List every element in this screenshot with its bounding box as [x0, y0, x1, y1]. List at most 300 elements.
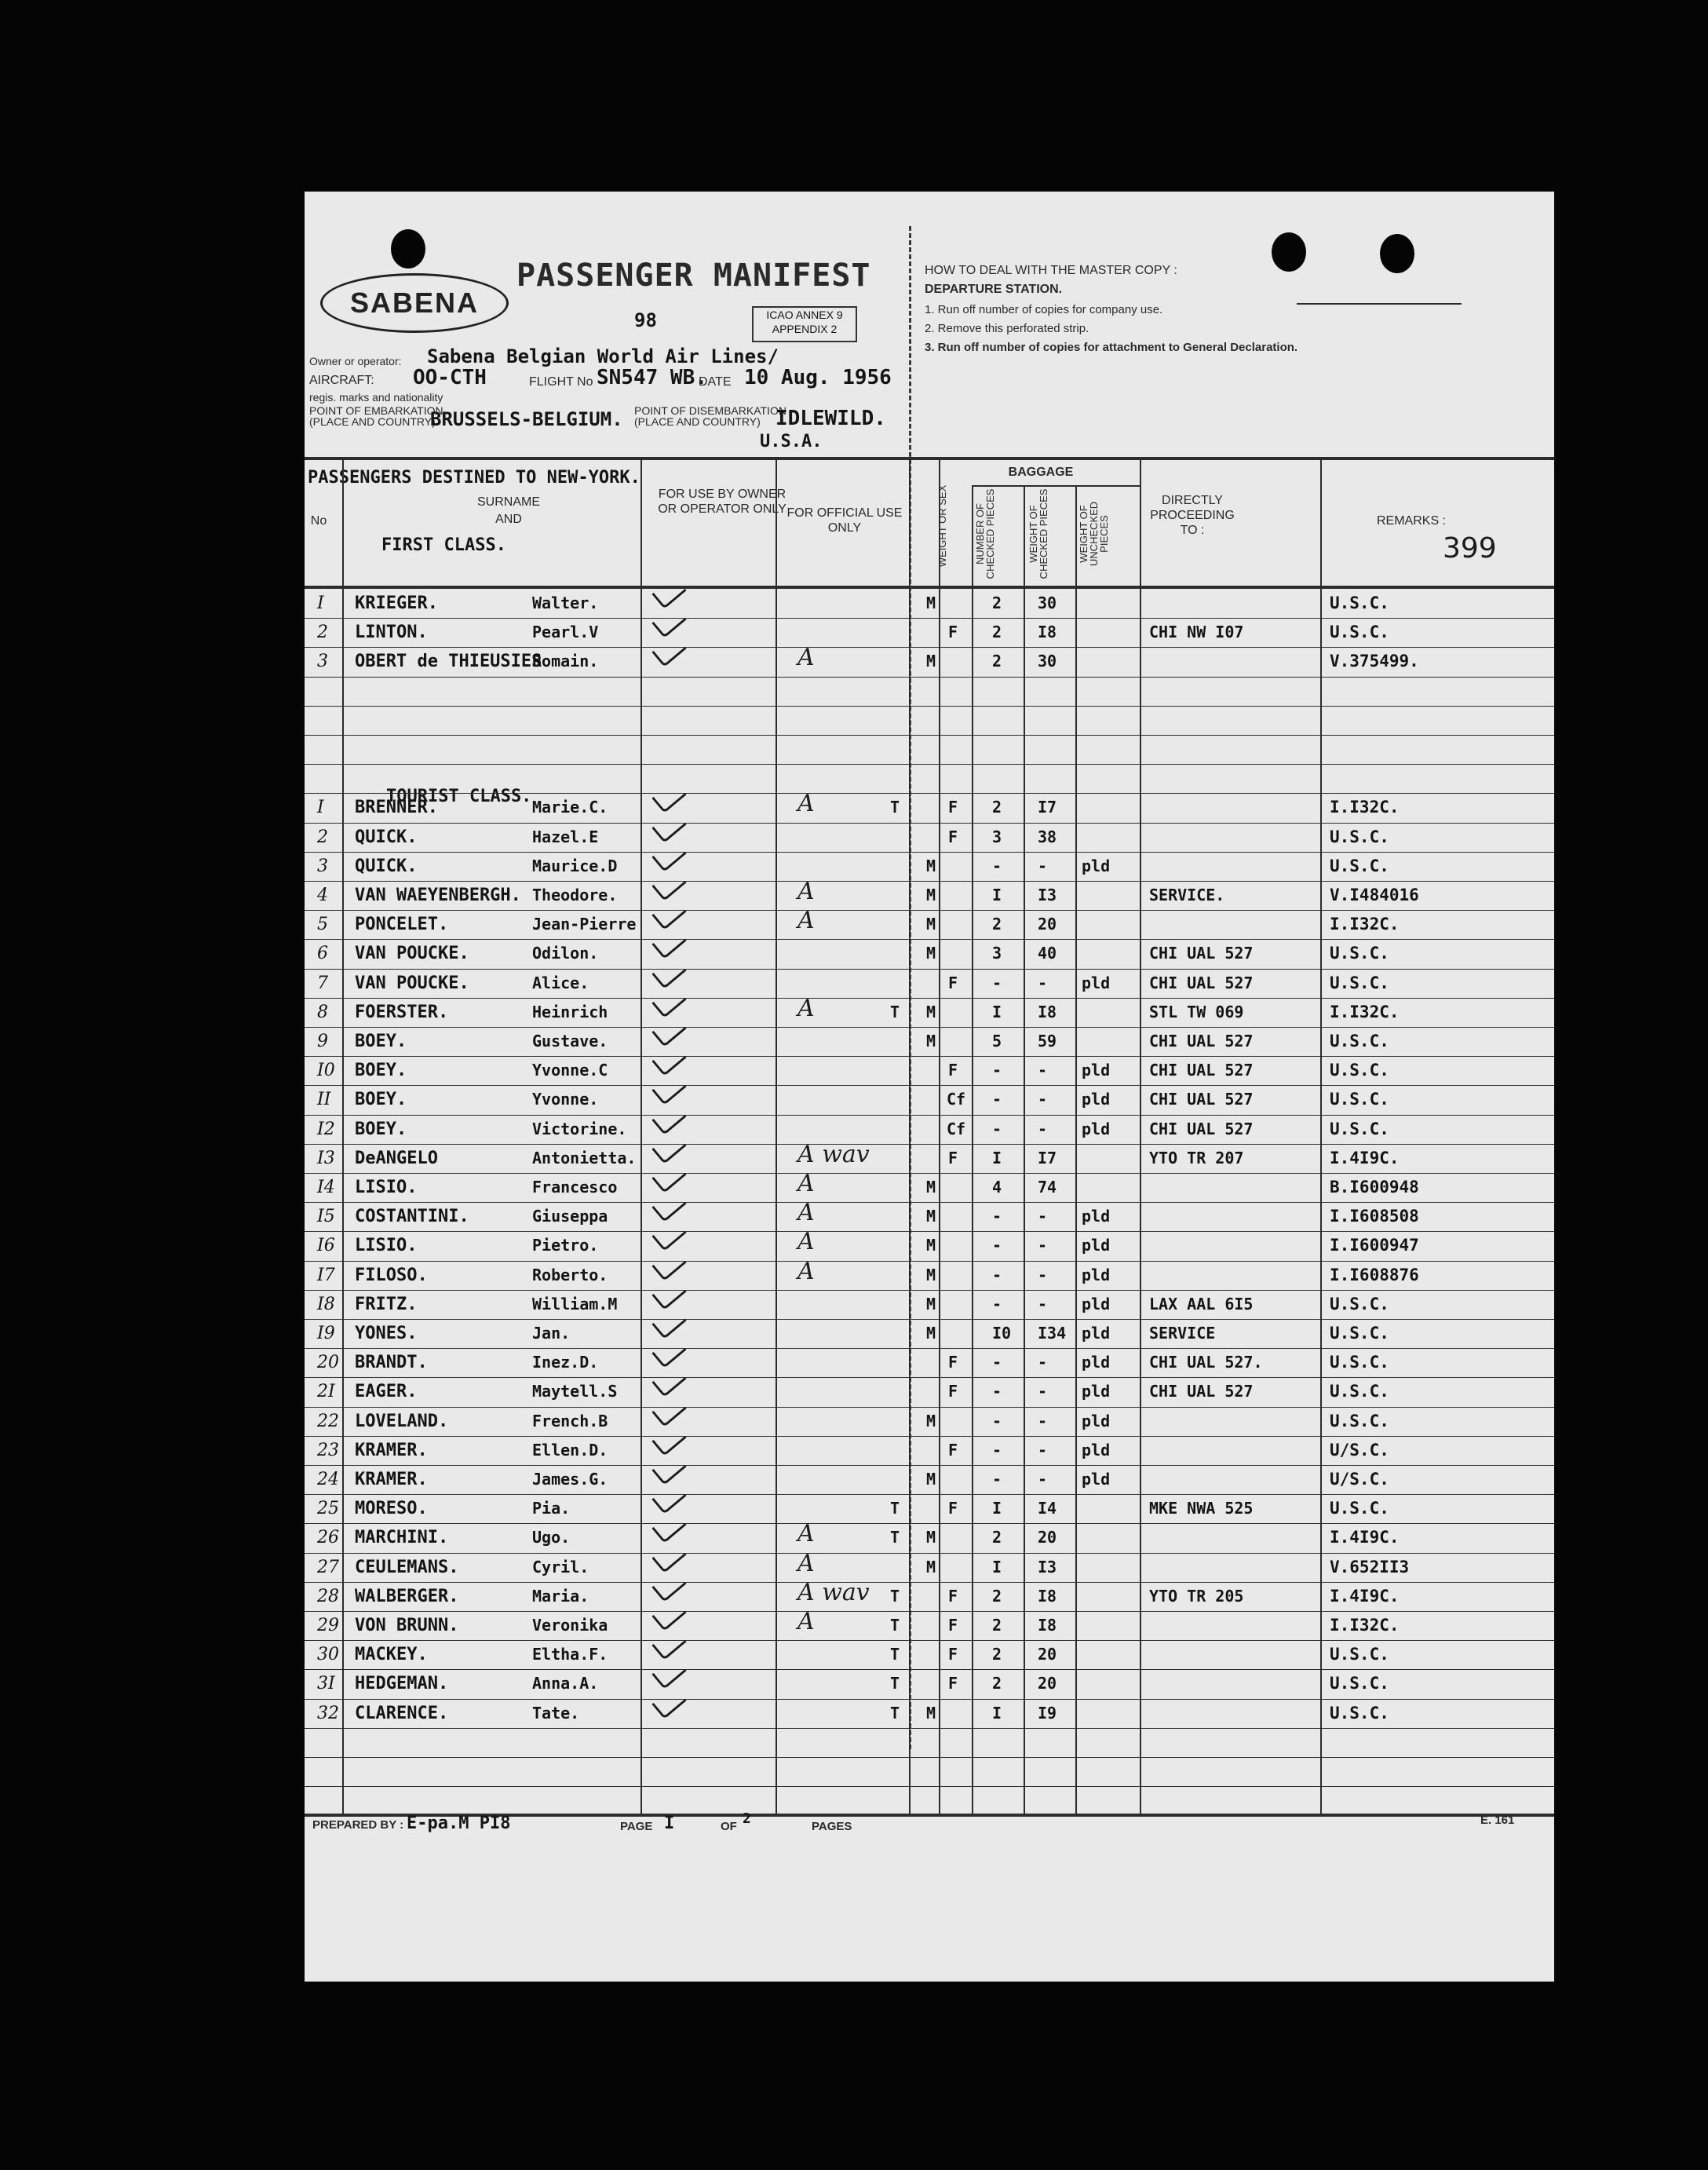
checked-weight: 59: [1038, 1032, 1057, 1050]
checked-weight: -: [1038, 1441, 1048, 1459]
official-mark: A: [797, 1520, 815, 1547]
remarks-value: V.652II3: [1330, 1558, 1410, 1576]
passenger-sex: M: [926, 915, 936, 933]
proceeding-to: CHI UAL 527: [1149, 1061, 1254, 1080]
passenger-no: 5: [317, 915, 328, 934]
official-mark: A: [797, 878, 815, 905]
passenger-first-name: Roberto.: [532, 1266, 608, 1284]
passenger-sex: F: [948, 1674, 958, 1693]
checked-weight: I8: [1038, 1616, 1057, 1635]
passenger-no: 9: [317, 1032, 328, 1051]
remarks-value: U.S.C.: [1330, 1499, 1389, 1518]
passenger-no: 25: [317, 1499, 339, 1518]
instructions-step: 1. Run off number of copies for company use.: [925, 303, 1163, 316]
row-rule: [305, 764, 1554, 765]
date-value: 10 Aug. 1956: [744, 366, 892, 389]
instructions-station: DEPARTURE STATION.: [925, 283, 1063, 296]
baggage-header: BAGGAGE: [1008, 466, 1074, 479]
row-rule: [305, 1202, 1554, 1203]
passenger-surname: BRENNER.: [355, 798, 438, 817]
passenger-surname: FOERSTER.: [355, 1003, 449, 1022]
passenger-sex: M: [926, 944, 936, 963]
checkmark-icon: [651, 1131, 686, 1164]
checkmark-icon: [651, 634, 686, 667]
row-rule: [305, 647, 1554, 648]
unchecked-weight: pld: [1082, 1441, 1111, 1459]
checked-pieces: 2: [992, 798, 1002, 816]
passenger-sex: F: [948, 1061, 958, 1080]
passenger-surname: CEULEMANS.: [355, 1558, 459, 1577]
passenger-first-name: Inez.D.: [532, 1353, 599, 1372]
passenger-sex: F: [948, 798, 958, 816]
remarks-value: U/S.C.: [1330, 1470, 1389, 1489]
disembarkation-label: POINT OF DISEMBARKATION (PLACE AND COUNTRY): [634, 404, 786, 428]
checked-pieces: -: [992, 1295, 1002, 1313]
checkmark-icon: [651, 1364, 686, 1397]
proceeding-to: CHI UAL 527: [1149, 1382, 1254, 1401]
passenger-first-name: Gustave.: [532, 1032, 608, 1050]
checkmark-icon: [651, 1101, 686, 1135]
column-rule: [1320, 457, 1322, 1814]
remarks-value: U.S.C.: [1330, 944, 1389, 963]
remarks-value: V.375499.: [1330, 652, 1419, 670]
passenger-surname: LISIO.: [355, 1178, 418, 1197]
checkmark-icon: [651, 1160, 686, 1193]
official-mark: A wav: [797, 1579, 870, 1606]
checked-weight-header: WEIGHT OF CHECKED PIECES: [1027, 488, 1049, 579]
passenger-surname: WALBERGER.: [355, 1587, 459, 1606]
checked-pieces: -: [992, 1470, 1002, 1489]
passenger-surname: BOEY.: [355, 1032, 407, 1051]
passenger-first-name: Marie.C.: [532, 798, 608, 816]
checked-pieces: -: [992, 1353, 1002, 1372]
column-rule: [972, 487, 973, 1814]
passenger-no: I0: [317, 1061, 335, 1080]
proceeding-to: CHI UAL 527: [1149, 1120, 1254, 1138]
checked-weight: I8: [1038, 1587, 1057, 1606]
checkmark-icon: [651, 1510, 686, 1543]
passenger-sex: M: [926, 1236, 936, 1255]
remarks-value: B.I600948: [1330, 1178, 1419, 1196]
column-rule: [939, 457, 940, 1814]
sabena-logo: SABENA: [320, 273, 509, 333]
official-mark: A: [797, 1170, 815, 1197]
checkmark-icon: [651, 809, 686, 843]
remarks-value: U.S.C.: [1330, 1061, 1389, 1080]
checked-pieces: I0: [992, 1324, 1012, 1343]
checked-weight: -: [1038, 1236, 1048, 1255]
checkmark-icon: [651, 1072, 686, 1105]
punch-hole: [1272, 232, 1306, 272]
passenger-no: 29: [317, 1616, 339, 1635]
row-rule: [305, 1348, 1554, 1349]
checked-weight: 20: [1038, 1674, 1057, 1693]
checked-pieces: -: [992, 1236, 1002, 1255]
unchecked-weight: pld: [1082, 1412, 1111, 1430]
passenger-no: 27: [317, 1558, 339, 1577]
checked-weight: -: [1038, 1061, 1048, 1080]
passenger-surname: FILOSO.: [355, 1266, 428, 1285]
instructions-title: HOW TO DEAL WITH THE MASTER COPY :: [925, 264, 1177, 277]
passenger-first-name: Francesco: [532, 1178, 618, 1196]
passenger-surname: KRIEGER.: [355, 594, 438, 613]
instructions-step: 3. Run off number of copies for attachment to General Declaration.: [925, 341, 1298, 354]
remarks-value: I.I32C.: [1330, 1616, 1400, 1635]
checkmark-icon: [651, 1423, 686, 1456]
passenger-first-name: Victorine.: [532, 1120, 627, 1138]
passenger-sex: F: [948, 827, 958, 846]
column-rule: [1075, 487, 1077, 1814]
icao-annex-box: [752, 306, 857, 342]
passenger-sex: M: [926, 1704, 936, 1722]
form-number: 98: [634, 309, 657, 331]
remarks-value: U.S.C.: [1330, 857, 1389, 875]
checked-pieces: 2: [992, 1528, 1002, 1547]
passenger-sex: M: [926, 1470, 936, 1489]
checked-weight: -: [1038, 1090, 1048, 1109]
passenger-sex: M: [926, 1266, 936, 1284]
passenger-no: 24: [317, 1470, 339, 1489]
row-rule: [305, 1582, 1554, 1583]
passenger-first-name: Romain.: [532, 652, 599, 670]
checked-pieces: I: [992, 1003, 1002, 1021]
passenger-surname: VAN POUCKE.: [355, 944, 469, 963]
and-header: AND: [495, 513, 522, 526]
passenger-sex: F: [948, 1499, 958, 1518]
passenger-no: I7: [317, 1266, 335, 1285]
checked-weight: 20: [1038, 1645, 1057, 1664]
tourist-mark: T: [890, 1003, 900, 1021]
surname-header: SURNAME: [476, 495, 540, 509]
checkmark-icon: [651, 575, 686, 609]
passenger-surname: LINTON.: [355, 623, 428, 642]
passenger-no: 23: [317, 1441, 339, 1460]
checked-pieces: 3: [992, 944, 1002, 963]
tourist-mark: T: [890, 1616, 900, 1635]
passenger-surname: MACKEY.: [355, 1645, 428, 1664]
passenger-first-name: Pearl.V: [532, 623, 599, 641]
passenger-surname: EAGER.: [355, 1382, 418, 1401]
checkmark-icon: [651, 1248, 686, 1281]
disembarkation-country: U.S.A.: [760, 432, 823, 451]
passenger-surname: BOEY.: [355, 1061, 407, 1080]
checkmark-icon: [651, 838, 686, 872]
remarks-value: U.S.C.: [1330, 1645, 1389, 1664]
passenger-surname: YONES.: [355, 1324, 418, 1343]
row-rule: [305, 706, 1554, 707]
unchecked-weight: pld: [1082, 1207, 1111, 1226]
instructions-rule: [1297, 303, 1462, 305]
row-rule: [305, 1728, 1554, 1729]
checkmark-icon: [651, 1306, 686, 1339]
punch-hole: [391, 229, 425, 269]
checked-pieces: I: [992, 1149, 1002, 1167]
passenger-no: I3: [317, 1149, 335, 1168]
official-use-header: FOR OFFICIAL USE ONLY: [786, 506, 903, 535]
passenger-no: 7: [317, 974, 328, 993]
passenger-first-name: Hazel.E: [532, 827, 599, 846]
passenger-sex: M: [926, 1558, 936, 1576]
checked-weight: I34: [1038, 1324, 1067, 1343]
passenger-first-name: Ugo.: [532, 1528, 571, 1547]
passenger-surname: CLARENCE.: [355, 1704, 449, 1723]
disembarkation-value: IDLEWILD.: [776, 407, 886, 430]
checkmark-icon: [651, 955, 686, 989]
checkmark-icon: [651, 1218, 686, 1251]
checked-weight: I4: [1038, 1499, 1057, 1518]
passenger-sex: M: [926, 1032, 936, 1050]
checked-weight: I7: [1038, 798, 1057, 816]
of-value: 2: [743, 1810, 751, 1827]
remarks-value: U.S.C.: [1330, 1412, 1389, 1430]
checked-pieces: 2: [992, 1616, 1002, 1635]
row-rule: [305, 998, 1554, 999]
official-mark: A: [797, 644, 815, 671]
passenger-first-name: James.G.: [532, 1470, 608, 1489]
checked-pieces: -: [992, 1207, 1002, 1226]
passenger-surname: QUICK.: [355, 827, 418, 847]
flight-label: FLIGHT No: [529, 375, 593, 389]
checked-weight: I3: [1038, 886, 1057, 904]
passenger-sex: F: [948, 974, 958, 992]
checked-weight: I3: [1038, 1558, 1057, 1576]
row-rule: [305, 969, 1554, 970]
row-rule: [305, 1611, 1554, 1612]
annex-line: APPENDIX 2: [772, 323, 838, 335]
row-rule: [305, 1173, 1554, 1174]
passenger-surname: KRAMER.: [355, 1470, 428, 1489]
remarks-value: I.4I9C.: [1330, 1149, 1400, 1167]
proceeding-to: CHI UAL 527.: [1149, 1353, 1263, 1372]
aircraft-label: AIRCRAFT:: [309, 374, 374, 387]
first-class-header: FIRST CLASS.: [381, 535, 506, 555]
checked-weight: -: [1038, 857, 1048, 875]
checked-pieces: I: [992, 886, 1002, 904]
official-mark: A: [797, 995, 815, 1022]
row-rule: [305, 1553, 1554, 1554]
official-mark: A: [797, 1228, 815, 1255]
passenger-no: I: [317, 798, 324, 817]
checked-pieces: 2: [992, 1587, 1002, 1606]
no-header: No: [310, 514, 327, 528]
passenger-surname: OBERT de THIEUSIES: [355, 652, 542, 671]
passenger-no: 2: [317, 623, 328, 642]
row-rule: [305, 1407, 1554, 1408]
checked-weight: -: [1038, 1353, 1048, 1372]
checked-weight: -: [1038, 1412, 1048, 1430]
owner-label: Owner or operator:: [309, 355, 402, 367]
checked-pieces: 5: [992, 1032, 1002, 1050]
passenger-first-name: Eltha.F.: [532, 1645, 608, 1664]
checked-pieces: 2: [992, 623, 1002, 641]
proceeding-to: CHI UAL 527: [1149, 1090, 1254, 1109]
date-label: DATE: [699, 375, 732, 389]
official-mark: A wav: [797, 1141, 870, 1168]
table-top-border: [305, 457, 1554, 460]
remarks-value: U.S.C.: [1330, 1382, 1389, 1401]
checked-weight: 30: [1038, 652, 1057, 670]
passenger-sex: M: [926, 1207, 936, 1226]
passenger-no: 3I: [317, 1674, 335, 1693]
checked-weight: -: [1038, 1470, 1048, 1489]
prepared-by-value: E-pa.M PI8: [407, 1814, 511, 1833]
passenger-no: I9: [317, 1324, 335, 1343]
manifest-title: PASSENGER MANIFEST: [516, 258, 871, 294]
form-code: E. 161: [1480, 1814, 1515, 1827]
passenger-first-name: Pia.: [532, 1499, 571, 1518]
column-rule: [776, 457, 777, 1814]
pages-label: PAGES: [812, 1820, 852, 1833]
passenger-first-name: Giuseppa: [532, 1207, 608, 1226]
tourist-mark: T: [890, 1704, 900, 1722]
checked-pieces: -: [992, 1061, 1002, 1080]
checkmark-icon: [651, 1656, 686, 1690]
passenger-no: 8: [317, 1003, 328, 1022]
passenger-surname: VON BRUNN.: [355, 1616, 459, 1635]
row-rule: [305, 881, 1554, 882]
row-rule: [305, 910, 1554, 911]
unchecked-weight: pld: [1082, 1236, 1111, 1255]
page-reference-number: 399: [1443, 532, 1497, 564]
passenger-sex: Cf: [947, 1120, 966, 1138]
row-rule: [305, 852, 1554, 853]
proceeding-to: STL TW 069: [1149, 1003, 1244, 1021]
row-rule: [305, 1377, 1554, 1378]
aircraft-sublabel: regis. marks and nationality: [309, 391, 443, 404]
official-mark: A: [797, 1199, 815, 1226]
remarks-value: U.S.C.: [1330, 594, 1389, 612]
proceeding-to: YTO TR 207: [1149, 1149, 1244, 1167]
remarks-value: I.I600947: [1330, 1236, 1419, 1255]
remarks-value: U.S.C.: [1330, 1295, 1389, 1313]
checkmark-icon: [651, 1189, 686, 1222]
row-rule: [305, 1056, 1554, 1057]
annex-line: ICAO ANNEX 9: [766, 309, 843, 321]
passenger-sex: M: [926, 594, 936, 612]
tourist-mark: T: [890, 1674, 900, 1693]
passenger-surname: KRAMER.: [355, 1441, 428, 1460]
row-rule: [305, 1231, 1554, 1232]
unchecked-weight: pld: [1082, 1382, 1111, 1401]
row-rule: [305, 1465, 1554, 1466]
proceeding-to: LAX AAL 6I5: [1149, 1295, 1254, 1313]
passenger-no: 20: [317, 1353, 339, 1372]
passenger-first-name: Veronika: [532, 1616, 608, 1635]
checked-pieces: -: [992, 1266, 1002, 1284]
checkmark-icon: [651, 897, 686, 930]
unchecked-weight: pld: [1082, 1470, 1111, 1489]
checkmark-icon: [651, 1277, 686, 1310]
proceeding-to: CHI UAL 527: [1149, 944, 1254, 963]
passenger-first-name: Heinrich: [532, 1003, 608, 1021]
passenger-surname: LISIO.: [355, 1236, 418, 1255]
unchecked-weight: pld: [1082, 1120, 1111, 1138]
row-rule: [305, 939, 1554, 940]
row-rule: [305, 1085, 1554, 1086]
baggage-subheader-rule: [972, 485, 1140, 487]
checkmark-icon: [651, 1569, 686, 1602]
checked-weight: -: [1038, 1266, 1048, 1284]
passenger-surname: BOEY.: [355, 1090, 407, 1109]
passenger-sex: F: [948, 1149, 958, 1167]
page-label: PAGE: [620, 1820, 653, 1833]
unchecked-weight: pld: [1082, 1090, 1111, 1109]
remarks-value: V.I484016: [1330, 886, 1419, 904]
checked-weight: I8: [1038, 1003, 1057, 1021]
remarks-value: U.S.C.: [1330, 1120, 1389, 1138]
passenger-no: 2: [317, 827, 328, 847]
passenger-first-name: William.M: [532, 1295, 618, 1313]
passenger-surname: DeANGELO: [355, 1149, 438, 1168]
passenger-no: I4: [317, 1178, 335, 1197]
checkmark-icon: [651, 1598, 686, 1631]
unchecked-weight-header: WEIGHT OF UNCHECKED PIECES: [1078, 501, 1110, 567]
checkmark-icon: [651, 926, 686, 959]
passenger-no: 22: [317, 1412, 339, 1431]
tourist-mark: T: [890, 1645, 900, 1664]
passenger-first-name: Cyril.: [532, 1558, 589, 1576]
proceeding-to: YTO TR 205: [1149, 1587, 1244, 1606]
checked-weight: -: [1038, 1295, 1048, 1313]
unchecked-weight: pld: [1082, 1324, 1111, 1343]
checked-pieces: -: [992, 1441, 1002, 1459]
passenger-first-name: Yvonne.: [532, 1090, 599, 1109]
aircraft-value: OO-CTH: [413, 366, 487, 389]
checked-pieces: -: [992, 1412, 1002, 1430]
unchecked-weight: pld: [1082, 857, 1111, 875]
checked-pieces: -: [992, 1382, 1002, 1401]
checked-weight: -: [1038, 1120, 1048, 1138]
passenger-first-name: Maytell.S: [532, 1382, 618, 1401]
proceeding-to: SERVICE.: [1149, 886, 1225, 904]
checked-weight: 38: [1038, 827, 1057, 846]
row-rule: [305, 1436, 1554, 1437]
passenger-no: I5: [317, 1207, 335, 1226]
table-header-bottom: [305, 586, 1554, 589]
remarks-value: I.4I9C.: [1330, 1528, 1400, 1547]
remarks-value: I.I608508: [1330, 1207, 1419, 1226]
proceeding-to: SERVICE: [1149, 1324, 1216, 1343]
owner-value: Sabena Belgian World Air Lines/: [427, 345, 779, 367]
weight-sex-header: WEIGHT OR SEX: [936, 484, 948, 568]
unchecked-weight: pld: [1082, 974, 1111, 992]
checked-weight: -: [1038, 1382, 1048, 1401]
passenger-surname: BRANDT.: [355, 1353, 428, 1372]
column-rule: [909, 457, 911, 1814]
row-rule: [305, 618, 1554, 619]
row-rule: [305, 1669, 1554, 1670]
checked-weight: I7: [1038, 1149, 1057, 1167]
passenger-first-name: Antonietta.: [532, 1149, 637, 1167]
passenger-no: 3: [317, 652, 328, 671]
remarks-value: U.S.C.: [1330, 1353, 1389, 1372]
tourist-mark: T: [890, 1587, 900, 1606]
passenger-sex: M: [926, 1528, 936, 1547]
prepared-by-label: PREPARED BY :: [312, 1818, 404, 1832]
passenger-surname: MARCHINI.: [355, 1528, 449, 1547]
checked-pieces: I: [992, 1558, 1002, 1576]
checked-pieces: 3: [992, 827, 1002, 846]
remarks-value: U.S.C.: [1330, 1674, 1389, 1693]
passenger-sex: F: [948, 623, 958, 641]
remarks-value: I.I32C.: [1330, 1003, 1400, 1021]
checked-weight: 20: [1038, 1528, 1057, 1547]
passenger-sex: F: [948, 1616, 958, 1635]
passenger-surname: COSTANTINI.: [355, 1207, 469, 1226]
row-rule: [305, 1027, 1554, 1028]
unchecked-weight: pld: [1082, 1295, 1111, 1313]
passenger-sex: M: [926, 886, 936, 904]
